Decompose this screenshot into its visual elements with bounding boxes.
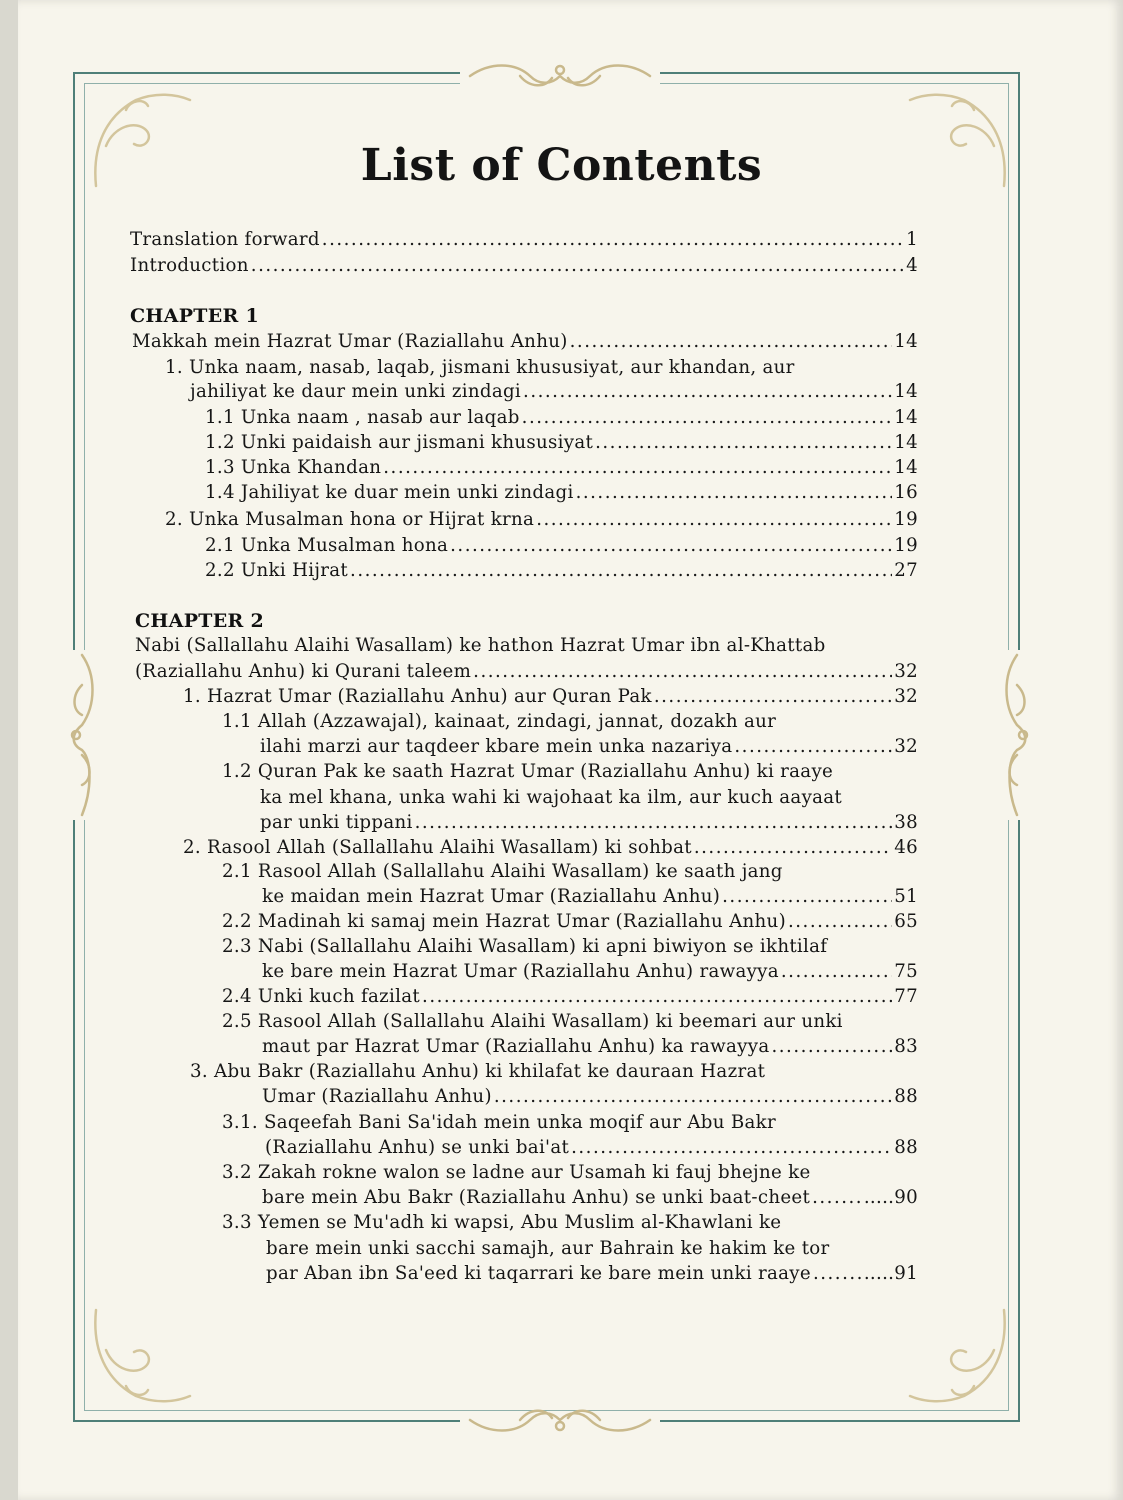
dot-leader <box>450 533 892 559</box>
toc-entry <box>135 633 826 659</box>
toc-entry-title: 2.2 Unki Hijrat <box>205 560 349 581</box>
toc-entry-title: maut par Hazrat Umar (Raziallahu Anhu) ka rawayya <box>262 1036 770 1057</box>
toc-entry <box>262 1185 918 1211</box>
toc-page-number: 14 <box>894 331 918 352</box>
toc-page-number: 83 <box>894 1036 918 1057</box>
toc-page-number: 19 <box>894 535 918 556</box>
toc-entry <box>165 507 918 533</box>
dot-leader <box>781 959 892 985</box>
toc-page-number: 19 <box>894 509 918 530</box>
dot-leader <box>473 659 892 685</box>
toc-entry-title: 3.2 Zakah rokne walon se ladne aur Usamah ki fauj bhejne ke <box>222 1162 811 1183</box>
toc-entry <box>183 684 918 710</box>
toc-entry-title: 1.3 Unka Khandan <box>205 457 382 478</box>
toc-entry <box>205 455 918 481</box>
toc-entry-title: bare mein Abu Bakr (Raziallahu Anhu) se unki baat-cheet <box>262 1187 811 1208</box>
toc-entry <box>132 329 918 355</box>
page-title: List of Contents <box>360 140 763 191</box>
toc-page-number: 4 <box>906 255 918 276</box>
dot-leader <box>422 984 892 1010</box>
toc-entry <box>222 1009 843 1035</box>
dot-leader <box>722 884 892 910</box>
dot-leader <box>654 684 892 710</box>
toc-entry-title: 3.1. Saqeefah Bani Sa'idah mein unka moqif aur Abu Bakr <box>222 1112 776 1133</box>
toc-entry-title: 2.2 Madinah ki samaj mein Hazrat Umar (Raziallahu Anhu) <box>222 911 786 932</box>
toc-entry <box>262 884 918 910</box>
dot-leader <box>570 329 893 355</box>
toc-entry-title: Translation forward <box>130 229 320 250</box>
toc-entry-title: (Raziallahu Anhu) se unki bai'at <box>265 1137 570 1158</box>
toc-entry <box>130 253 918 279</box>
dot-leader <box>322 227 904 253</box>
toc-entry <box>222 709 776 735</box>
toc-entry-title: 3. Abu Bakr (Raziallahu Anhu) ki khilafat ke dauraan Hazrat <box>190 1061 766 1082</box>
chapter-heading: CHAPTER 1 <box>130 305 260 327</box>
dot-leader <box>734 734 892 760</box>
toc-entry-title: bare mein unki sacchi samajh, aur Bahrain ke hakim ke tor <box>266 1238 830 1259</box>
toc-entry <box>262 1034 918 1060</box>
dot-leader <box>813 1261 862 1287</box>
toc-page-number: 14 <box>894 381 918 402</box>
toc-page-number: .....91 <box>863 1263 918 1284</box>
toc-entry-title: 2.5 Rasool Allah (Sallallahu Alaihi Wasallam) ki beemari aur unki <box>222 1011 843 1032</box>
dot-leader <box>523 379 892 405</box>
chapter-heading: CHAPTER 2 <box>135 610 265 632</box>
dot-leader <box>494 1084 892 1110</box>
toc-entry-title: 1. Unka naam, nasab, laqab, jismani khususiyat, aur khandan, aur <box>165 357 795 378</box>
toc-entry <box>190 379 918 405</box>
toc-entry-title: 2.1 Rasool Allah (Sallallahu Alaihi Wasallam) ke saath jang <box>222 861 783 882</box>
toc-entry <box>222 1160 811 1186</box>
toc-page-number: 65 <box>894 911 918 932</box>
toc-entry <box>130 227 918 253</box>
toc-entry <box>222 1110 776 1136</box>
toc-entry-title: 1.4 Jahiliyat ke duar mein unki zindagi <box>205 482 574 503</box>
toc-entry <box>262 1084 918 1110</box>
toc-entry <box>262 959 918 985</box>
toc-entry <box>183 835 918 861</box>
toc-entry-title: ke maidan mein Hazrat Umar (Raziallahu Anhu) <box>262 886 721 907</box>
toc-entry-title: 1.2 Quran Pak ke saath Hazrat Umar (Raziallahu Anhu) ki raaye <box>222 761 834 782</box>
toc-entry-title: Umar (Raziallahu Anhu) <box>262 1086 492 1107</box>
toc-entry-title: Nabi (Sallallahu Alaihi Wasallam) ke hathon Hazrat Umar ibn al-Khattab <box>135 635 826 656</box>
toc-page-number: 51 <box>894 886 918 907</box>
toc-entry <box>222 909 918 935</box>
toc-page-number: 14 <box>894 457 918 478</box>
toc-page-number: 27 <box>894 560 918 581</box>
toc-entry-title: 2.1 Unka Musalman hona <box>205 535 449 556</box>
dot-leader <box>536 507 892 533</box>
toc-entry <box>222 859 783 885</box>
toc-entry <box>260 734 918 760</box>
toc-entry <box>265 1135 918 1161</box>
toc-page-number: 88 <box>894 1137 918 1158</box>
toc-entry <box>205 430 918 456</box>
toc-page-number: 75 <box>894 961 918 982</box>
toc-entry <box>266 1236 830 1262</box>
toc-entry-title: 1. Hazrat Umar (Raziallahu Anhu) aur Quran Pak <box>183 686 652 707</box>
dot-leader <box>576 480 893 506</box>
toc-entry-title: 2. Rasool Allah (Sallallahu Alaihi Wasallam) ki sohbat <box>183 837 692 858</box>
dot-leader <box>812 1185 862 1211</box>
toc-entry <box>260 810 918 836</box>
toc-entry <box>222 934 827 960</box>
toc-entry-title: (Raziallahu Anhu) ki Qurani taleem <box>135 661 472 682</box>
toc-entry-title: 2.3 Nabi (Sallallahu Alaihi Wasallam) ki apni biwiyon se ikhtilaf <box>222 936 828 957</box>
toc-entry <box>260 785 842 811</box>
toc-entry <box>165 355 795 381</box>
dot-leader <box>522 405 893 431</box>
dot-leader <box>251 253 904 279</box>
toc-entry <box>205 533 918 559</box>
dot-leader <box>788 909 892 935</box>
toc-entry-title: Makkah mein Hazrat Umar (Raziallahu Anhu) <box>132 331 568 352</box>
toc-entry-title: ilahi marzi aur taqdeer kbare mein unka nazariya <box>260 736 733 757</box>
dot-leader <box>595 430 892 456</box>
toc-entry <box>205 405 918 431</box>
dot-leader <box>383 455 892 481</box>
toc-entry-title: par unki tippani <box>260 812 413 833</box>
toc-entry-title: jahiliyat ke daur mein unki zindagi <box>190 381 522 402</box>
toc-entry <box>190 1059 765 1085</box>
toc-entry <box>205 558 918 584</box>
toc-page-number: 38 <box>894 812 918 833</box>
toc-page-number: 46 <box>894 837 918 858</box>
dot-leader <box>350 558 892 584</box>
toc-page-number: 16 <box>894 482 918 503</box>
toc-page-number: .....90 <box>863 1187 918 1208</box>
toc-entry <box>222 1210 781 1236</box>
toc-entry-title: 2. Unka Musalman hona or Hijrat krna <box>165 509 535 530</box>
toc-page-number: 32 <box>894 686 918 707</box>
toc-page-number: 1 <box>906 229 918 250</box>
toc-entry <box>222 759 833 785</box>
toc-page-number: 14 <box>894 407 918 428</box>
toc-entry-title: par Aban ibn Sa'eed ki taqarrari ke bare mein unki raaye <box>266 1263 811 1284</box>
toc-entry-title: 2.4 Unki kuch fazilat <box>222 986 421 1007</box>
toc-entry-title: Introduction <box>130 255 249 276</box>
toc-entry <box>222 984 918 1010</box>
toc-entry <box>135 659 918 685</box>
toc-page-number: 14 <box>894 432 918 453</box>
toc-entry <box>205 480 918 506</box>
toc-entry-title: 1.1 Unka naam , nasab aur laqab <box>205 407 520 428</box>
dot-leader <box>694 835 892 861</box>
toc-page-number: 88 <box>894 1086 918 1107</box>
dot-leader <box>571 1135 892 1161</box>
dot-leader <box>771 1034 892 1060</box>
toc-entry-title: ke bare mein Hazrat Umar (Raziallahu Anhu) rawayya <box>262 961 779 982</box>
toc-entry-title: ka mel khana, unka wahi ki wajohaat ka ilm, aur kuch aayaat <box>260 787 843 808</box>
dot-leader <box>415 810 893 836</box>
toc-entry-title: 1.2 Unki paidaish aur jismani khususiyat <box>205 432 594 453</box>
toc-page-number: 32 <box>894 736 918 757</box>
toc-page-number: 32 <box>894 661 918 682</box>
toc-entry <box>266 1261 918 1287</box>
toc-entry-title: 1.1 Allah (Azzawajal), kainaat, zindagi, jannat, dozakh aur <box>222 711 777 732</box>
toc-entry-title: 3.3 Yemen se Mu'adh ki wapsi, Abu Muslim al-Khawlani ke <box>222 1212 782 1233</box>
toc-page-number: 77 <box>894 986 918 1007</box>
